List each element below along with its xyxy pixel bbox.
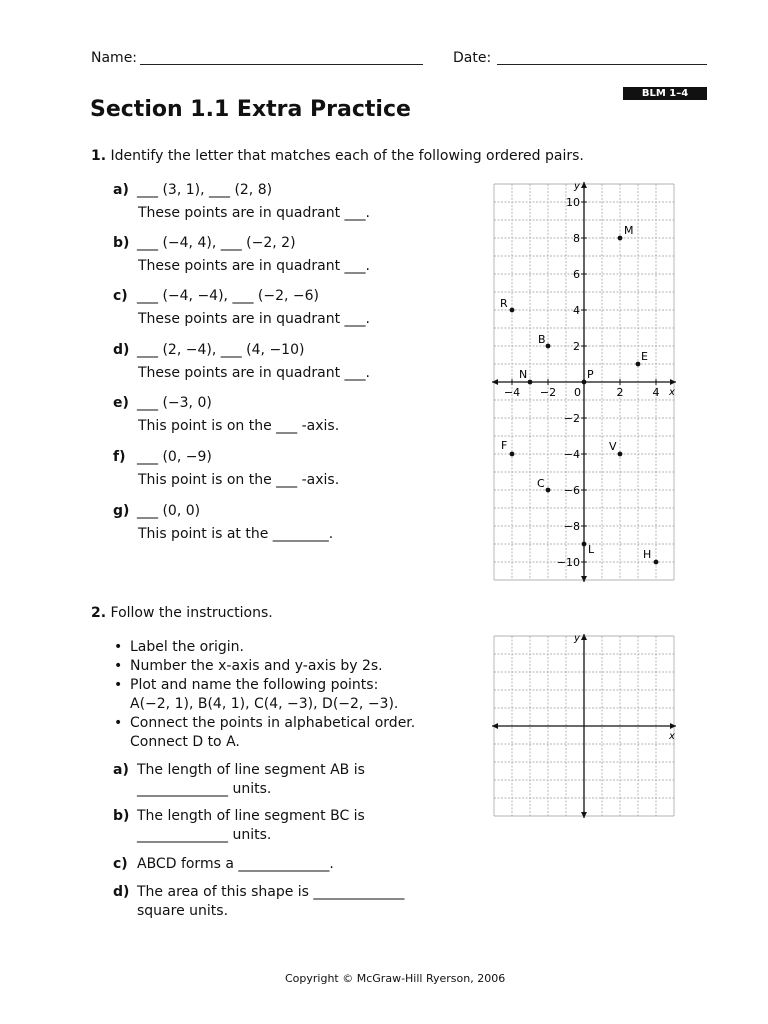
bullet-text-cont: Connect D to A. bbox=[130, 734, 240, 750]
g2-y-arrow-up-icon bbox=[581, 634, 587, 640]
q2-bullet-4 bbox=[114, 715, 415, 731]
g1-point-B bbox=[546, 344, 551, 349]
q2-bullet-3 bbox=[114, 677, 378, 693]
blm-badge: BLM 1–4 bbox=[623, 87, 707, 100]
q2-item-b bbox=[113, 808, 365, 824]
g1-point-R bbox=[510, 308, 515, 313]
g1-point-L bbox=[582, 542, 587, 547]
item-ordered-pairs: ___ (−4, 4), ___ (−2, 2) bbox=[137, 235, 296, 251]
q2-bullet-2 bbox=[114, 658, 383, 674]
g1-point-N bbox=[528, 380, 533, 385]
g2-x-axis-label: x bbox=[669, 731, 675, 742]
g1-y-axis-label: y bbox=[574, 181, 580, 192]
item-text-cont: square units. bbox=[137, 903, 229, 919]
item-text-cont: _____________ units. bbox=[137, 827, 272, 843]
g1-point-V bbox=[618, 452, 623, 457]
bullet-icon: • bbox=[114, 658, 123, 674]
g1-x-arrow-right-icon bbox=[670, 379, 676, 385]
g2-y-axis-label: y bbox=[574, 633, 580, 644]
bullet-text: Connect the points in alphabetical order. bbox=[130, 715, 416, 731]
bullet-text: Number the x-axis and y-axis by 2s. bbox=[130, 658, 383, 674]
item-ordered-pairs: ___ (2, −4), ___ (4, −10) bbox=[137, 342, 305, 358]
q1-item-d bbox=[113, 342, 304, 358]
q1-item-g bbox=[113, 503, 200, 519]
g2-grid-group bbox=[492, 633, 676, 818]
g1-point-F bbox=[510, 452, 515, 457]
g1-y-tick-label: −6 bbox=[563, 484, 580, 497]
g1-point-label-E: E bbox=[641, 350, 648, 363]
g1-y-arrow-up-icon bbox=[581, 182, 587, 188]
item-answer-line: These points are in quadrant ___. bbox=[138, 311, 370, 327]
q1-item-f bbox=[113, 449, 212, 465]
g1-point-label-B: B bbox=[538, 333, 546, 346]
item-text: The length of line segment BC is bbox=[137, 808, 365, 824]
item-label: c) bbox=[113, 288, 128, 304]
g1-y-arrow-down-icon bbox=[581, 576, 587, 582]
g1-y-tick-label: −8 bbox=[563, 520, 580, 533]
item-text: The length of line segment AB is bbox=[137, 762, 365, 778]
q2-item-d bbox=[113, 884, 404, 900]
item-label: b) bbox=[113, 235, 130, 251]
item-text: The area of this shape is _____________ bbox=[137, 884, 405, 900]
g1-y-tick-label: −2 bbox=[563, 412, 580, 425]
q2-number: 2. bbox=[91, 605, 107, 621]
item-ordered-pairs: ___ (−4, −4), ___ (−2, −6) bbox=[137, 288, 319, 304]
g1-point-label-L: L bbox=[588, 543, 595, 556]
q1-number: 1. bbox=[91, 148, 107, 164]
g1-y-tick-label: 6 bbox=[573, 268, 580, 281]
date-label: Date: bbox=[453, 50, 492, 66]
g1-point-E bbox=[636, 362, 641, 367]
q1-prompt-text: Identify the letter that matches each of the following ordered pairs. bbox=[110, 148, 584, 164]
page-title: Section 1.1 Extra Practice bbox=[90, 97, 411, 122]
g1-origin-label: 0 bbox=[574, 386, 581, 399]
item-label: g) bbox=[113, 503, 130, 519]
g1-point-label-V: V bbox=[609, 440, 617, 453]
item-label: c) bbox=[113, 856, 128, 872]
g1-x-tick-label: 2 bbox=[616, 386, 624, 399]
item-label: d) bbox=[113, 342, 130, 358]
item-ordered-pairs: ___ (−3, 0) bbox=[137, 395, 212, 411]
g1-point-label-M: M bbox=[624, 224, 634, 237]
g1-point-C bbox=[546, 488, 551, 493]
q1-item-a bbox=[113, 182, 272, 198]
q1-item-b bbox=[113, 235, 296, 251]
g1-point-label-C: C bbox=[537, 477, 545, 490]
g1-point-label-R: R bbox=[500, 297, 508, 310]
item-ordered-pairs: ___ (3, 1), ___ (2, 8) bbox=[137, 182, 273, 198]
item-answer-line: This point is on the ___ -axis. bbox=[138, 472, 340, 488]
g2-x-arrow-right-icon bbox=[670, 723, 676, 729]
g1-point-P bbox=[582, 380, 587, 385]
g2-y-arrow-down-icon bbox=[581, 812, 587, 818]
item-answer-line: These points are in quadrant ___. bbox=[138, 365, 370, 381]
item-ordered-pairs: ___ (0, 0) bbox=[137, 503, 201, 519]
g1-y-tick-label: 10 bbox=[566, 196, 580, 209]
q2-bullet-1 bbox=[114, 639, 244, 655]
q1-item-e bbox=[113, 395, 212, 411]
bullet-text: Plot and name the following points: bbox=[130, 677, 379, 693]
bullet-icon: • bbox=[114, 715, 123, 731]
g1-point-H bbox=[654, 560, 659, 565]
item-answer-line: This point is on the ___ -axis. bbox=[138, 418, 340, 434]
item-text-cont: _____________ units. bbox=[137, 781, 272, 797]
copyright-footer: Copyright © McGraw-Hill Ryerson, 2006 bbox=[285, 972, 506, 985]
g1-y-tick-label: 4 bbox=[573, 304, 580, 317]
q2-prompt bbox=[91, 605, 273, 621]
bullet-text: Label the origin. bbox=[130, 639, 244, 655]
g1-point-label-F: F bbox=[501, 439, 508, 452]
g1-x-arrow-left-icon bbox=[492, 379, 498, 385]
g1-y-tick-label: 2 bbox=[573, 340, 580, 353]
g1-grid-group bbox=[492, 181, 676, 582]
g1-point-label-P: P bbox=[587, 368, 594, 381]
q1-prompt bbox=[91, 148, 584, 164]
q2-item-a bbox=[113, 762, 365, 778]
g1-point-label-H: H bbox=[643, 548, 652, 561]
q2-item-c bbox=[113, 856, 334, 872]
g1-point-M bbox=[618, 236, 623, 241]
bullet-icon: • bbox=[114, 677, 123, 693]
g1-point-label-N: N bbox=[519, 368, 528, 381]
item-label: d) bbox=[113, 884, 130, 900]
q1-coordinate-grid bbox=[480, 178, 680, 596]
item-answer-line: This point is at the ________. bbox=[138, 526, 334, 542]
item-label: e) bbox=[113, 395, 129, 411]
g2-x-arrow-left-icon bbox=[492, 723, 498, 729]
date-field[interactable] bbox=[497, 64, 707, 65]
item-answer-line: These points are in quadrant ___. bbox=[138, 205, 370, 221]
bullet-icon: • bbox=[114, 639, 123, 655]
item-label: f) bbox=[113, 449, 126, 465]
item-label: b) bbox=[113, 808, 130, 824]
q1-item-c bbox=[113, 288, 319, 304]
item-answer-line: These points are in quadrant ___. bbox=[138, 258, 370, 274]
g1-y-tick-label: −10 bbox=[556, 556, 580, 569]
item-label: a) bbox=[113, 762, 129, 778]
g1-y-tick-label: −4 bbox=[563, 448, 580, 461]
g1-x-tick-label: 4 bbox=[652, 386, 660, 399]
g1-x-axis-label: x bbox=[669, 387, 675, 398]
item-ordered-pairs: ___ (0, −9) bbox=[137, 449, 212, 465]
name-label: Name: bbox=[91, 50, 138, 66]
item-text: ABCD forms a _____________. bbox=[137, 856, 334, 872]
item-label: a) bbox=[113, 182, 129, 198]
q2-coordinate-grid[interactable] bbox=[480, 630, 680, 830]
name-field[interactable] bbox=[140, 64, 423, 65]
g1-x-tick-label: −2 bbox=[539, 386, 557, 399]
g1-y-tick-label: 8 bbox=[573, 232, 580, 245]
g1-x-tick-label: −4 bbox=[503, 386, 521, 399]
q2-prompt-text: Follow the instructions. bbox=[110, 605, 273, 621]
bullet-text-cont: A(−2, 1), B(4, 1), C(4, −3), D(−2, −3). bbox=[130, 696, 399, 712]
